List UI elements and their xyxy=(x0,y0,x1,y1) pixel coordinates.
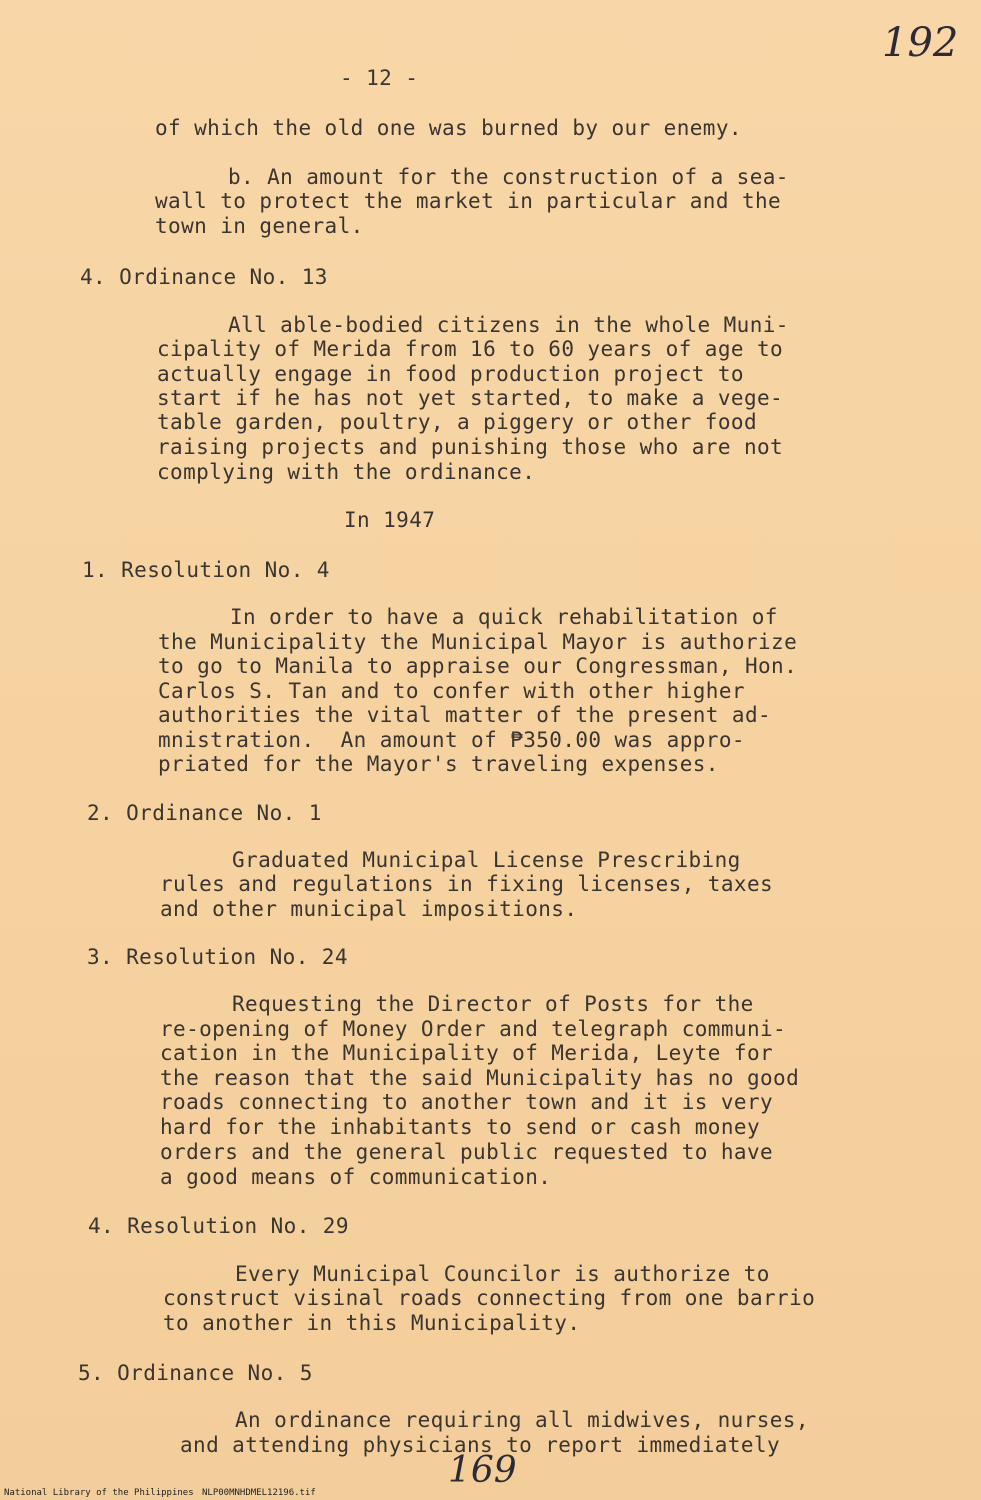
text-line: In order to have a quick rehabilitation of xyxy=(230,605,778,629)
text-line: hard for the inhabitants to send or cash money xyxy=(160,1115,760,1139)
text-line: wall to protect the market in particular and the xyxy=(155,189,782,213)
text-line: raising projects and punishing those who are not xyxy=(157,435,784,459)
text-line: start if he has not yet started, to make a vege- xyxy=(157,386,784,410)
text-line: Graduated Municipal License Prescribing xyxy=(232,848,741,872)
text-line: Requesting the Director of Posts for the xyxy=(232,992,754,1016)
text-line: re-opening of Money Order and telegraph communi- xyxy=(160,1017,787,1041)
text-line: table garden, poultry, a piggery or other food xyxy=(157,410,757,434)
text-line: a good means of communication. xyxy=(160,1165,552,1189)
text-line: rules and regulations in fixing licenses, taxes xyxy=(160,872,774,896)
year-heading: In 1947 xyxy=(344,508,436,532)
text-line: and other municipal impositions. xyxy=(160,897,578,921)
text-line: Every Municipal Councilor is authorize to xyxy=(235,1262,770,1286)
text-line: mnistration. An amount of ₱350.00 was appro- xyxy=(158,728,745,752)
section-heading: 1. Resolution No. 4 xyxy=(82,558,330,582)
section-heading: 2. Ordinance No. 1 xyxy=(87,801,322,825)
footer-library: National Library of the Philippines xyxy=(4,1488,194,1498)
text-line: construct visinal roads connecting from one barrio xyxy=(163,1286,816,1310)
handwritten-bottom-number: 169 xyxy=(448,1450,517,1491)
page-number: - 12 - xyxy=(340,66,419,90)
text-line: and attending physicians to report immediately xyxy=(180,1433,780,1457)
handwritten-corner-number: 192 xyxy=(882,20,959,66)
text-line: of which the old one was burned by our enemy. xyxy=(155,116,742,140)
text-line: authorities the vital matter of the present ad- xyxy=(158,703,772,727)
footer-file-id: NLP00MNHDMEL12196.tif xyxy=(202,1488,316,1498)
section-heading: 5. Ordinance No. 5 xyxy=(78,1361,313,1385)
text-line: town in general. xyxy=(155,214,364,238)
text-line: All able-bodied citizens in the whole Muni- xyxy=(228,313,789,337)
section-heading: 3. Resolution No. 24 xyxy=(87,945,348,969)
text-line: the reason that the said Municipality has no good xyxy=(160,1066,800,1090)
text-line: to another in this Municipality. xyxy=(163,1311,581,1335)
text-line: orders and the general public requested to have xyxy=(160,1140,774,1164)
text-line: cipality of Merida from 16 to 60 years of age to xyxy=(157,337,784,361)
text-line: roads connecting to another town and it is very xyxy=(160,1090,774,1114)
text-line: An ordinance requiring all midwives, nurses, xyxy=(235,1408,809,1432)
text-line: cation in the Municipality of Merida, Leyte for xyxy=(160,1041,774,1065)
section-heading: 4. Resolution No. 29 xyxy=(88,1214,349,1238)
text-line: priated for the Mayor's traveling expenses. xyxy=(158,752,719,776)
section-heading: 4. Ordinance No. 13 xyxy=(80,265,328,289)
text-line: complying with the ordinance. xyxy=(157,460,536,484)
text-line: Carlos S. Tan and to confer with other higher xyxy=(158,679,745,703)
text-line: b. An amount for the construction of a sea- xyxy=(228,165,789,189)
text-line: the Municipality the Municipal Mayor is authorize xyxy=(158,630,798,654)
text-line: actually engage in food production project to xyxy=(157,362,744,386)
text-line: to go to Manila to appraise our Congressman, Hon. xyxy=(158,654,798,678)
